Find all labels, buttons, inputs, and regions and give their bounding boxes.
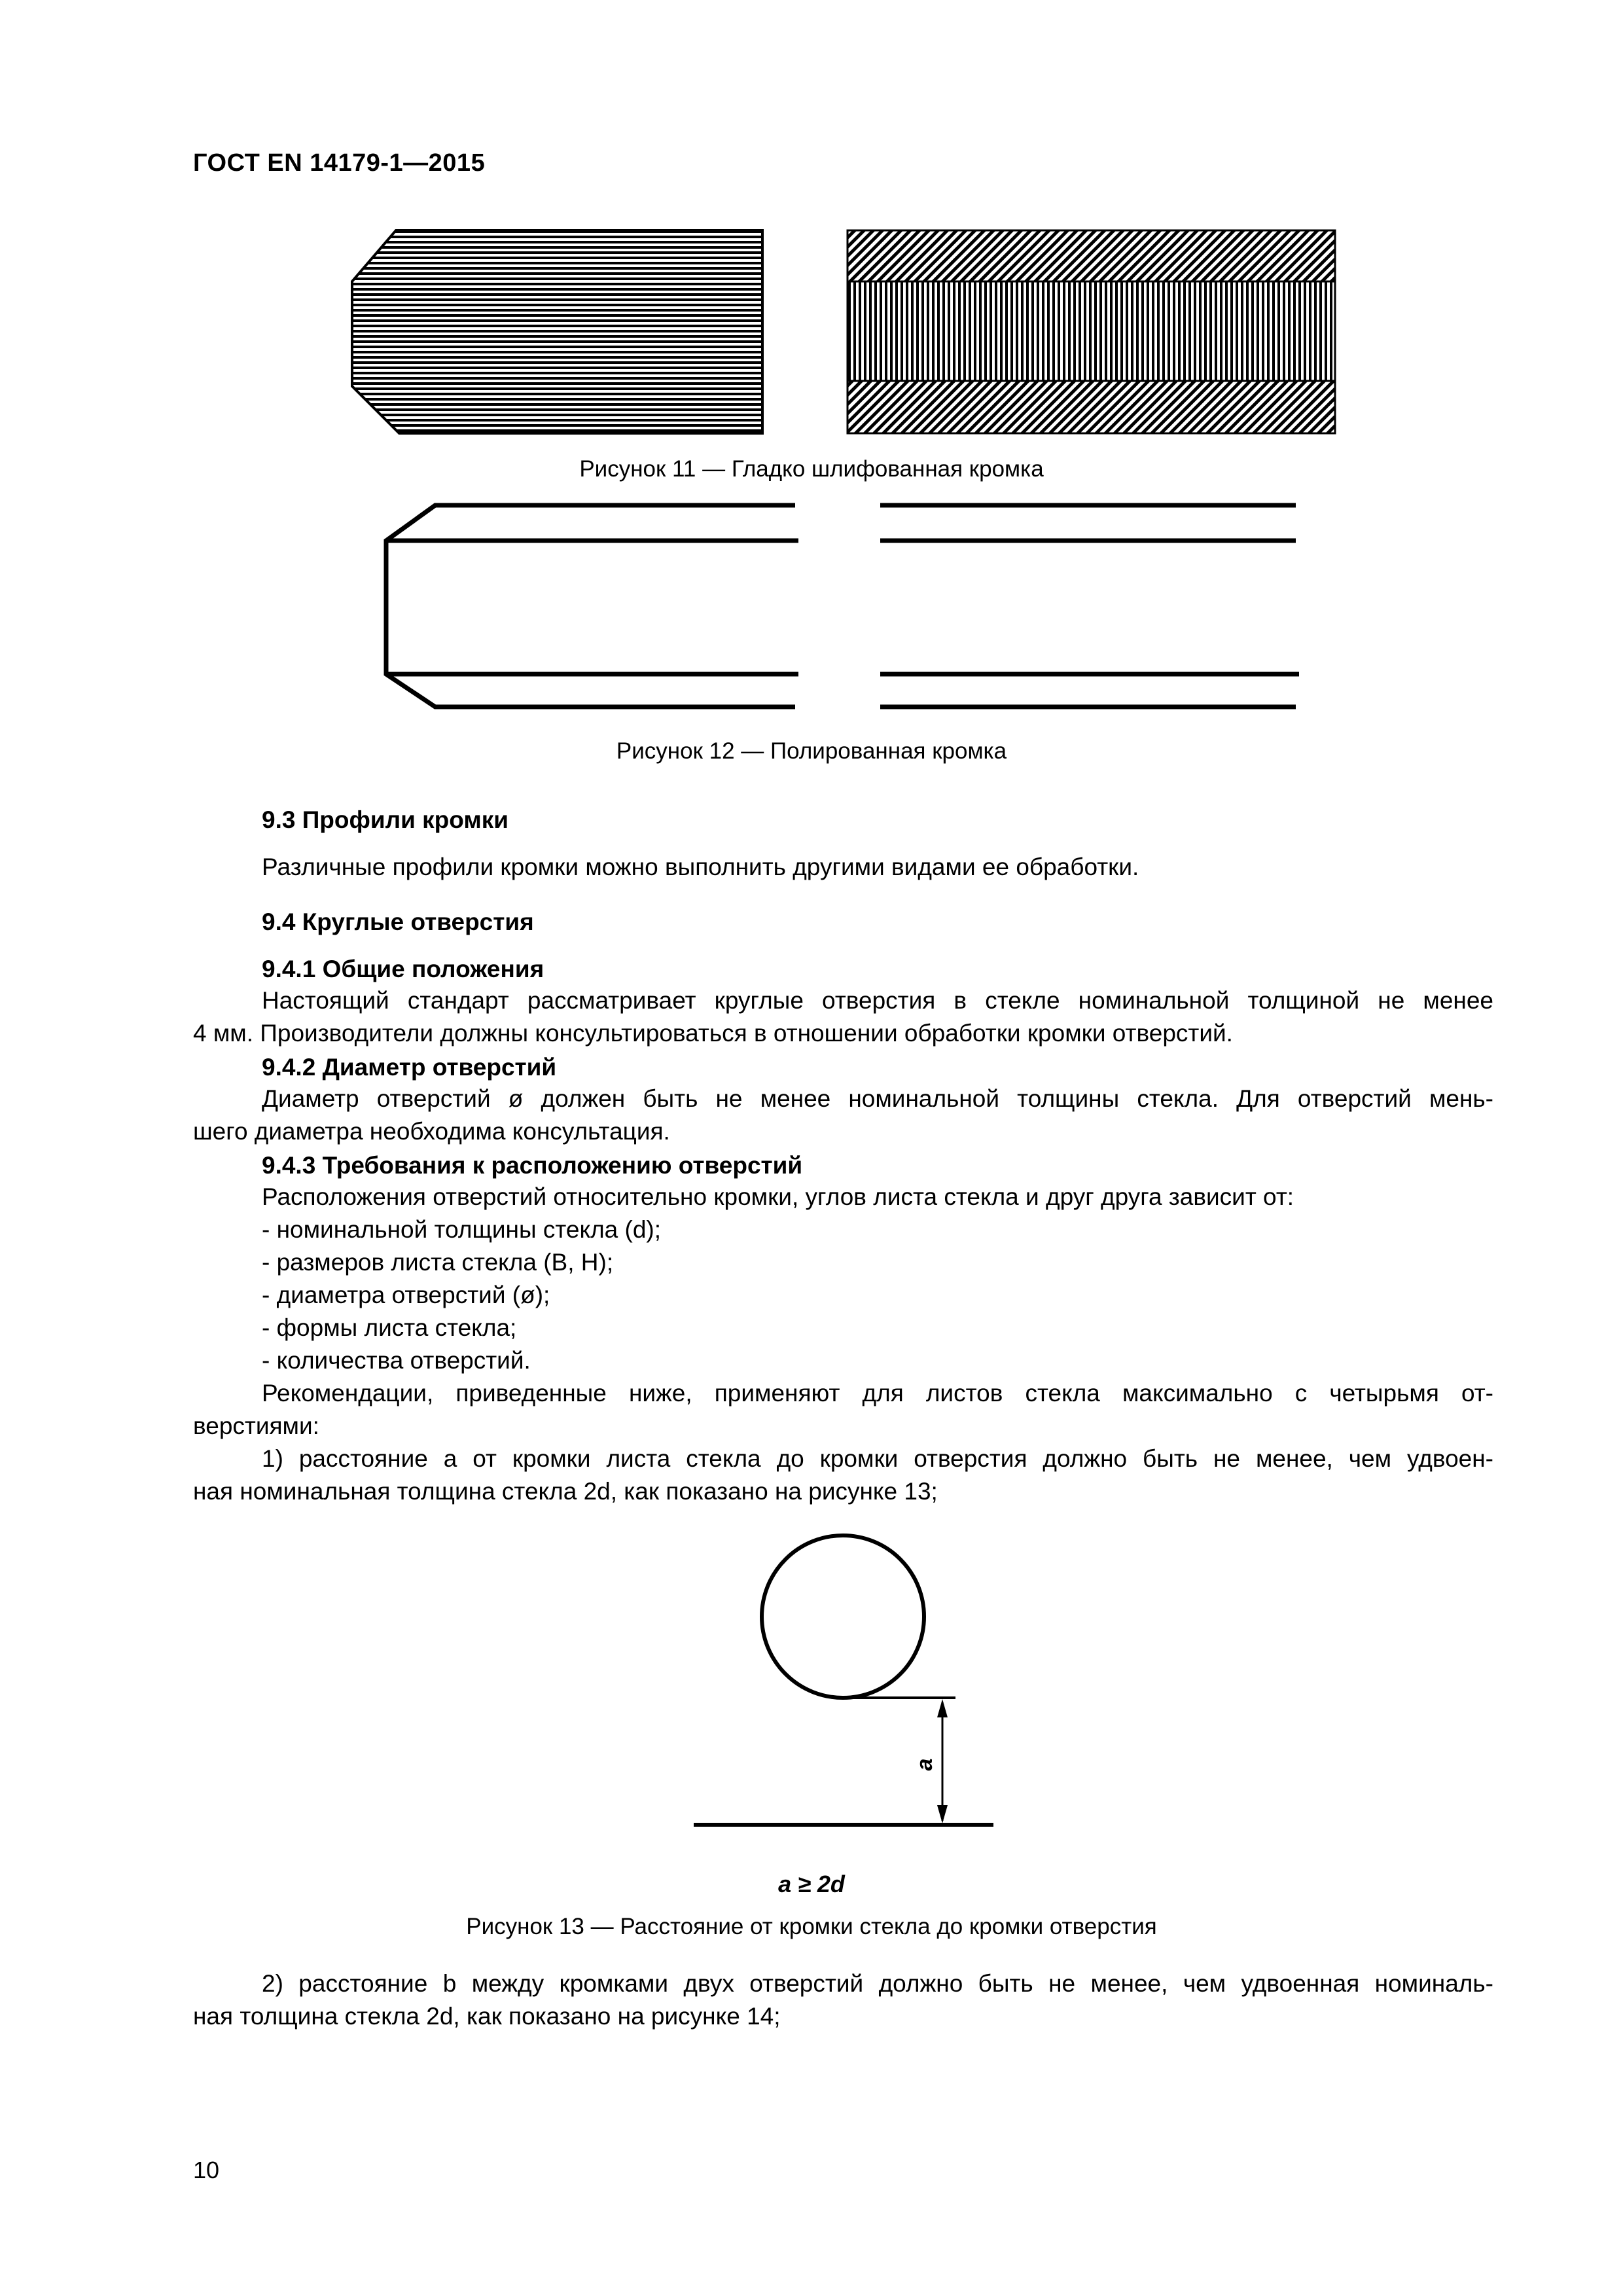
list-item: - количества отверстий.: [262, 1347, 531, 1374]
recommendations-line-2: верстиями:: [193, 1412, 319, 1439]
section-9-4-3-intro: Расположения отверстий относительно кромки, углов листа стекла и друг друга зависит от:: [262, 1183, 1294, 1210]
recommendations-line-1: Рекомендации, приведенные ниже, применяют для листов стекла максимально с четырьмя от-: [262, 1380, 1493, 1407]
section-9-3-text: Различные профили кромки можно выполнить другими видами ее обработки.: [262, 853, 1139, 880]
section-9-4-1-line-2: 4 мм. Производители должны консультироваться в отношении обработки кромки отверстий.: [193, 1020, 1233, 1047]
item-1-line-2: ная номинальная толщина стекла 2d, как показано на рисунке 13;: [193, 1478, 938, 1505]
figure-12-caption: Рисунок 12 — Полированная кромка: [616, 738, 1007, 764]
section-9-4-2-line-2: шего диаметра необходима консультация.: [193, 1118, 670, 1145]
figure-11-caption: Рисунок 11 — Гладко шлифованная кромка: [579, 456, 1044, 482]
section-9-4-2-line-1: Диаметр отверстий ø должен быть не менее номинальной толщины стекла. Для отверстий мень-: [262, 1085, 1493, 1112]
item-1-line-1: 1) расстояние a от кромки листа стекла до кромки отверстия должно быть не менее, чем удвоен-: [262, 1445, 1493, 1472]
section-9-4-1-line-1: Настоящий стандарт рассматривает круглые отверстия в стекле номинальной толщиной не менее: [262, 987, 1493, 1014]
item-2-line-1: 2) расстояние b между кромками двух отверстий должно быть не менее, чем удвоенная номиналь-: [262, 1970, 1493, 1997]
section-9-4-3-title: 9.4.3 Требования к расположению отверстий: [262, 1152, 803, 1179]
list-item: - номинальной толщины стекла (d);: [262, 1216, 662, 1243]
list-item: - размеров листа стекла (B, H);: [262, 1249, 614, 1276]
section-9-4-2-title: 9.4.2 Диаметр отверстий: [262, 1054, 557, 1081]
section-9-3-title: 9.3 Профили кромки: [262, 806, 509, 833]
figure-13-formula: a ≥ 2d: [778, 1871, 845, 1897]
fig13-hole-circle: [762, 1535, 924, 1698]
section-9-4-1-title: 9.4.1 Общие положения: [262, 956, 544, 982]
fig13-dimension-label: a: [912, 1758, 937, 1771]
list-item: - диаметра отверстий (ø);: [262, 1282, 550, 1308]
page-number: 10: [193, 2157, 220, 2183]
item-2-line-2: ная толщина стекла 2d, как показано на рисунке 14;: [193, 2003, 781, 2030]
section-9-4-title: 9.4 Круглые отверстия: [262, 908, 534, 935]
fig13-arrow-top: [937, 1699, 948, 1717]
fig13-arrow-bottom: [937, 1805, 948, 1823]
figure-13-caption: Рисунок 13 — Расстояние от кромки стекла до кромки отверстия: [466, 1914, 1157, 1939]
list-item: - формы листа стекла;: [262, 1314, 517, 1341]
document-header: ГОСТ EN 14179-1—2015: [193, 149, 486, 177]
